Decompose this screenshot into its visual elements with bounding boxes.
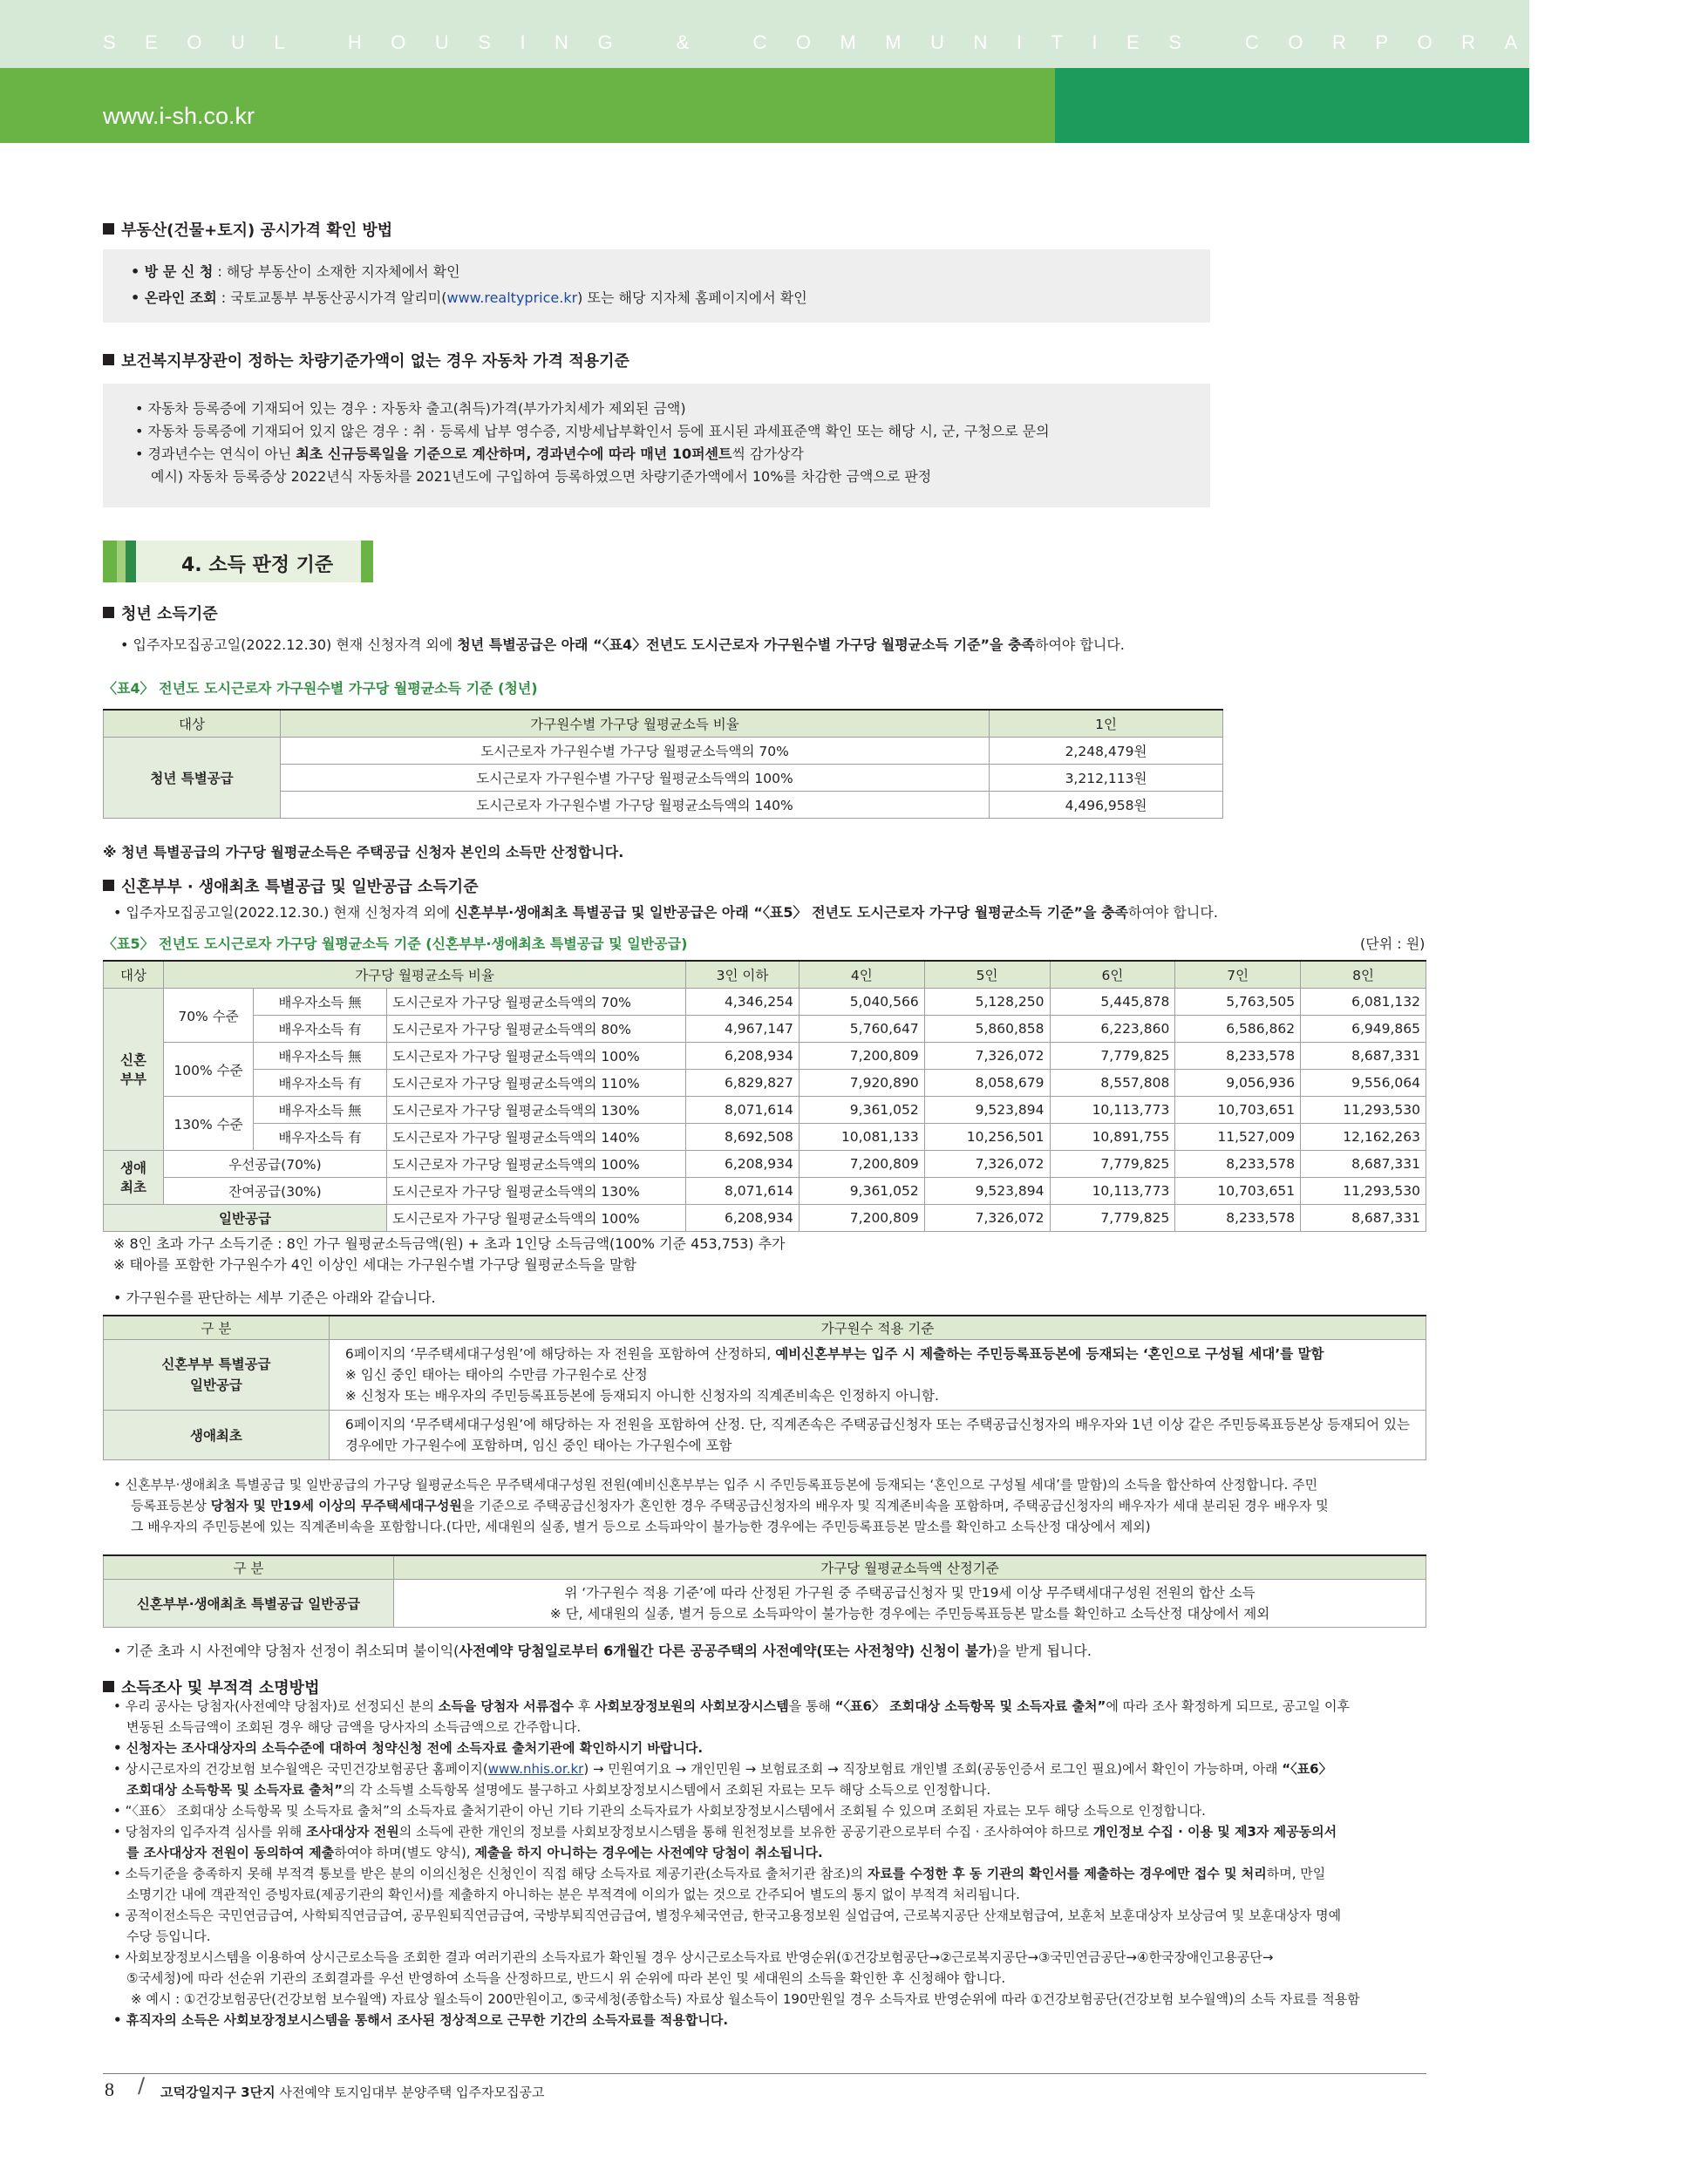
body-line: ⑤국세청)에 따라 선순위 기관의 조회결과를 우선 반영하여 소득을 산정하므로, 반드시 위 순위에 따라 본인 및 세대원의 소득을 확인한 후 신청해야 합니다.: [126, 1970, 1006, 1986]
footer-rule: [103, 2073, 1426, 2074]
body-line: • 기준 초과 시 사전예약 당첨자 선정이 취소되며 불이익(사전예약 당첨일로부터 6개월간 다른 공공주택의 사전예약(또는 사전청약) 신청이 불가)을 받게 됩니다.: [113, 1643, 1092, 1659]
section-heading: 청년 소득기준: [103, 602, 218, 624]
info-line: • 온라인 조회 : 국토교통부 부동산공시가격 알리미(www.realtyprice.kr) 또는 해당 지자체 홈페이지에서 확인: [131, 289, 807, 306]
body-line: ※ 예시 : ①건강보험공단(건강보험 보수월액) 자료상 월소득이 200만원이고, ⑤국세청(종합소득) 자료상 월소득이 190만원일 경우 소득자료 반영순위에 따라 ①건강보험공단(건강보험 보수월액)의 소득 자료를 적용함: [131, 1991, 1360, 2007]
body-line: • 신혼부부·생애최초 특별공급 및 일반공급의 가구당 월평균소득은 무주택세대구성원 전원(예비신혼부부는 입주 시 주민등록표등본에 등재되는 ‘혼인으로 구성될 세대’를 말함)의 소득을 합산하여 산정합니다. 주민: [113, 1477, 1318, 1493]
section-heading: 신혼부부 · 생애최초 특별공급 및 일반공급 소득기준: [103, 874, 479, 897]
body-line: • 상시근로자의 건강보험 보수월액은 국민건강보험공단 홈페이지(www.nhis.or.kr) → 민원여기요 → 개인민원 → 보험료조회 → 직장보험료 개인별 조회(공동인증서 로그인 필요)에서 확인이 가능하며, 아래 “〈표6〉: [113, 1761, 1332, 1777]
square-bullet-icon: [103, 1681, 114, 1692]
section-title-band: [103, 541, 373, 582]
youth-income-table: 대상 가구원수별 가구당 월평균소득 비율 1인 청년 특별공급 도시근로자 가구원수별 가구당 월평균소득액의 70% 2,248,479원 도시근로자 가구원수별 가구당 월평균소득액의 100% 3,212,113원 도시근로자 가구원수별 가구당 월평균소득액의 140% 4,496,958원: [103, 709, 1223, 819]
body-line: • 신청자는 조사대상자의 소득수준에 대하여 청약신청 전에 소득자료 출처기관에 확인하시기 바랍니다.: [113, 1740, 704, 1756]
header-dark-bar: [1055, 68, 1529, 143]
info-line: • 방 문 신 청 : 해당 부동산이 소재한 지자체에서 확인: [131, 263, 460, 280]
info-line: • 경과년수는 연식이 아닌 최초 신규등록일을 기준으로 계산하며, 경과년수에 따라 매년 10퍼센트씩 감가상각: [135, 446, 804, 462]
website-link[interactable]: www.i-sh.co.kr: [103, 103, 255, 129]
body-line: 를 조사대상자 전원이 동의하여 제출하여야 하며(별도 양식), 제출을 하지 아니하는 경우에는 사전예약 당첨이 취소됩니다.: [126, 1845, 823, 1860]
body-line: 그 배우자의 주민등본에 있는 직계존비속을 포함합니다.(다만, 세대원의 실종, 별거 등으로 소득파악이 불가능한 경우에는 주민등록표등본 말소를 확인하고 소득산정 대상에서 제외): [131, 1519, 1151, 1534]
body-line: • 휴직자의 소득은 사회보장정보시스템을 통해서 조사된 정상적으로 근무한 기간의 소득자료를 적용합니다.: [113, 2012, 729, 2028]
square-bullet-icon: [103, 880, 114, 891]
note-line: ※ 청년 특별공급의 가구당 월평균소득은 주택공급 신청자 본인의 소득만 산정합니다.: [103, 844, 624, 860]
household-count-table: 구 분 가구원수 적용 기준 신혼부부 특별공급 일반공급 6페이지의 ‘무주택세대구성원’에 해당하는 자 전원을 포함하여 산정하되, 예비신혼부부는 입주 시 제출하는 주민등록표등본에 등재되는 ‘혼인으로 구성될 세대’를 말함 ※ 임신 중인 태아는 태아의 수만큼 가구원수로 산정 ※ 신청자 또는 배우자의 주민등록표등본에 등재되지 아니한 신청자의 직계존비속은 인정하지 아니함. 생애최초 6페이지의 ‘무주택세대구성원’에 해당하는 자 전원을 포함하여 산정. 단, 직계존속은 주택공급신청자 또는 주택공급신청자의 배우자와 1년 이상 같은 주민등록표등본상 등재되어 있는 경우에만 가구원수에 포함하며, 임신 중인 태아는 가구원수에 포함: [103, 1315, 1426, 1460]
info-line: 예시) 자동차 등록증상 2022년식 자동차를 2021년도에 구입하여 등록하였으면 차량기준가액에서 10%를 차감한 금액으로 판정: [151, 468, 932, 485]
footer-slash-icon: /: [138, 2073, 146, 2098]
table-caption: 〈표4〉 전년도 도시근로자 가구원수별 가구당 월평균소득 기준 (청년): [103, 680, 538, 697]
body-line: • 공적이전소득은 국민연금급여, 사학퇴직연금급여, 공무원퇴직연금급여, 국방부퇴직연금급여, 별정우체국연금, 한국고용정보원 실업급여, 근로복지공단 산재보험급여, 보훈처 보훈대상자 보상금여 및 보훈대상자 명예: [113, 1908, 1342, 1923]
body-line: 소명기간 내에 객관적인 증빙자료(제공기관의 확인서)를 제출하지 아니하는 분은 부적격에 이의가 없는 것으로 간주되어 별도의 통지 없이 부적격 처리됩니다.: [126, 1887, 1020, 1902]
realtyprice-link[interactable]: www.realtyprice.kr: [446, 289, 578, 306]
body-line: • 입주자모집공고일(2022.12.30) 현재 신청자격 외에 청년 특별공급은 아래 “〈표4〉전년도 도시근로자 가구원수별 가구당 월평균소득 기준”을 충족하여야 합니다.: [120, 636, 1125, 653]
body-line: 등록표등본상 당첨자 및 만19세 이상의 무주택세대구성원을 기준으로 주택공급신청자가 혼인한 경우 주택공급신청자의 배우자 및 직계존비속을 포함하며, 주택공급신청자의 배우자가 세대 분리된 경우 배우자 및: [131, 1498, 1329, 1513]
info-line: • 자동차 등록증에 기재되어 있는 경우 : 자동차 출고(취득)가격(부가가치세가 제외된 금액): [135, 400, 686, 417]
square-bullet-icon: [103, 223, 114, 235]
income-calc-table: 구 분 가구당 월평균소득액 산정기준 신혼부부·생애최초 특별공급 일반공급 위 ‘가구원수 적용 기준’에 따라 산정된 가구원 중 주택공급신청자 및 만19세 이상 무주택세대구성원 전원의 합산 소득 ※ 단, 세대원의 실종, 별거 등으로 소득파악이 불가능한 경우에는 주민등록표등본 말소를 확인하고 소득산정 대상에서 제외: [103, 1554, 1426, 1628]
newly-income-table: 대상 가구당 월평균소득 비율 3인 이하 4인 5인 6인 7인 8인 신혼 부부 70% 수준 배우자소득 無 도시근로자 가구당 월평균소득액의 70% 4,346,254 5,040,566 5,128,250 5,445,878 5,763,505 6,081,132 배우자소득 有 도시근로자 가구당 월평균소득액의 80% 4,967,147 5,760,647 5,860,858 6,223,860 6,586,862 6,949,865 100% 수준 배우자소득 無 도시근로자 가구당 월평균소득액의 100% 6,208,934 7,200,809 7,326,072 7,779,825 8,233,578 8,687,331 배우자소득 有 도시근로자 가구당 월평균소득액의 110% 6,829,827 7,920,890 8,058,679 8,557,808 9,056,936 9,556,064 130% 수준 배우자소득 無 도시근로자 가구당 월평균소득액의 130% 8,071,614 9,361,052 9,523,894 10,113,773 10,703,651 11,293,530 배우자소득 有 도시근로자 가구당 월평균소득액의 140% 8,692,508 10,081,133 10,256,501 10,891,755 11,527,009 12,162,263 생애 최초 우선공급(70%) 도시근로자 가구당 월평균소득액의 100% 6,208,934 7,200,809 7,326,072 7,779,825 8,233,578 8,687,331 잔여공급(30%) 도시근로자 가구당 월평균소득액의 130% 8,071,614 9,361,052 9,523,894 10,113,773 10,703,651 11,293,530 일반공급 도시근로자 가구당 월평균소득액의 100% 6,208,934 7,200,809 7,326,072 7,779,825 8,233,578 8,687,331: [103, 960, 1426, 1232]
body-line: • 입주자모집공고일(2022.12.30.) 현재 신청자격 외에 신혼부부·생애최초 특별공급 및 일반공급은 아래 “〈표5〉 전년도 도시근로자 가구당 월평균소득 기준”을 충족하여야 합니다.: [113, 904, 1218, 921]
note-line: ※ 태아를 포함한 가구원수가 4인 이상인 세대는 가구원수별 가구당 월평균소득을 말함: [113, 1256, 636, 1273]
body-line: • 당첨자의 입주자격 심사를 위해 조사대상자 전원의 소득에 관한 개인의 정보를 사회보장정보시스템을 통해 원천정보를 보유한 공공기관으로부터 수집 · 조사하여야 하므로 개인정보 수집 · 이용 및 제3자 제공동의서: [113, 1824, 1337, 1840]
table-caption: 〈표5〉 전년도 도시근로자 가구당 월평균소득 기준 (신혼부부·생애최초 특별공급 및 일반공급): [103, 935, 688, 952]
page-number: 8: [105, 2078, 114, 2100]
section-title: 4. 소득 판정 기준: [181, 554, 334, 576]
body-line: • “〈표6〉 조회대상 소득항목 및 소득자료 출처”의 소득자료 출처기관이 아닌 기타 기관의 소득자료가 사회보장정보시스템에서 조회될 수 있으며 조회된 자료는 모두 해당 소득으로 인정합니다.: [113, 1803, 1206, 1819]
corporation-name: SEOUL HOUSING & COMMUNITIES CORPORATION: [103, 31, 1708, 53]
nhis-link[interactable]: www.nhis.or.kr: [487, 1761, 584, 1777]
unit-label: (단위 : 원): [1360, 935, 1426, 952]
body-line: • 소득기준을 충족하지 못해 부적격 통보를 받은 분의 이의신청은 신청인이 직접 해당 소득자료 제공기관(소득자료 출처기관 참조)의 자료를 수정한 후 동 기관의 확인서를 제출하는 경우에만 접수 및 처리하며, 만일: [113, 1866, 1326, 1881]
info-line: • 자동차 등록증에 기재되어 있지 않은 경우 : 취 · 등록세 납부 영수증, 지방세납부확인서 등에 표시된 과세표준액 확인 또는 해당 시, 군, 구청으로 문의: [135, 423, 1050, 439]
section-heading: 부동산(건물+토지) 공시가격 확인 방법: [103, 218, 392, 241]
square-bullet-icon: [103, 607, 114, 618]
body-line: • 사회보장정보시스템을 이용하여 상시근로소득을 조회한 결과 여러기관의 소득자료가 확인될 경우 상시근로소득자료 반영순위(①건강보험공단→②근로복지공단→③국민연금공단→④한국장애인고용공단→: [113, 1949, 1274, 1965]
body-line: 수당 등입니다.: [126, 1928, 211, 1944]
info-box: [103, 249, 1210, 323]
body-line: 조회대상 소득항목 및 소득자료 출처”의 각 소득별 소득항목 설명에도 불구하고 사회보장정보시스템에서 조회된 자료는 모두 해당 소득으로 인정합니다.: [126, 1782, 991, 1798]
body-line: • 가구원수를 판단하는 세부 기준은 아래와 같습니다.: [113, 1289, 436, 1306]
section-heading: 소득조사 및 부적격 소명방법: [103, 1676, 319, 1698]
body-line: • 우리 공사는 당첨자(사전예약 당첨자)로 선정되신 분의 소득을 당첨자 서류접수 후 사회보장정보원의 사회보장시스템을 통해 “〈표6〉 조회대상 소득항목 및 소득자료 출처”에 따라 조사 확정하게 되므로, 공고일 이후: [113, 1698, 1351, 1714]
body-line: 변동된 소득금액이 조회된 경우 해당 금액을 당사자의 소득금액으로 간주합니다.: [126, 1719, 582, 1735]
square-bullet-icon: [103, 354, 114, 365]
section-heading: 보건복지부장관이 정하는 차량기준가액이 없는 경우 자동차 가격 적용기준: [103, 349, 629, 371]
footer-title: 고덕강일지구 3단지 사전예약 토지임대부 분양주택 입주자모집공고: [160, 2085, 545, 2100]
note-line: ※ 8인 초과 가구 소득기준 : 8인 가구 월평균소득금액(원) + 초과 1인당 소득금액(100% 기준 453,753) 추가: [113, 1235, 786, 1252]
